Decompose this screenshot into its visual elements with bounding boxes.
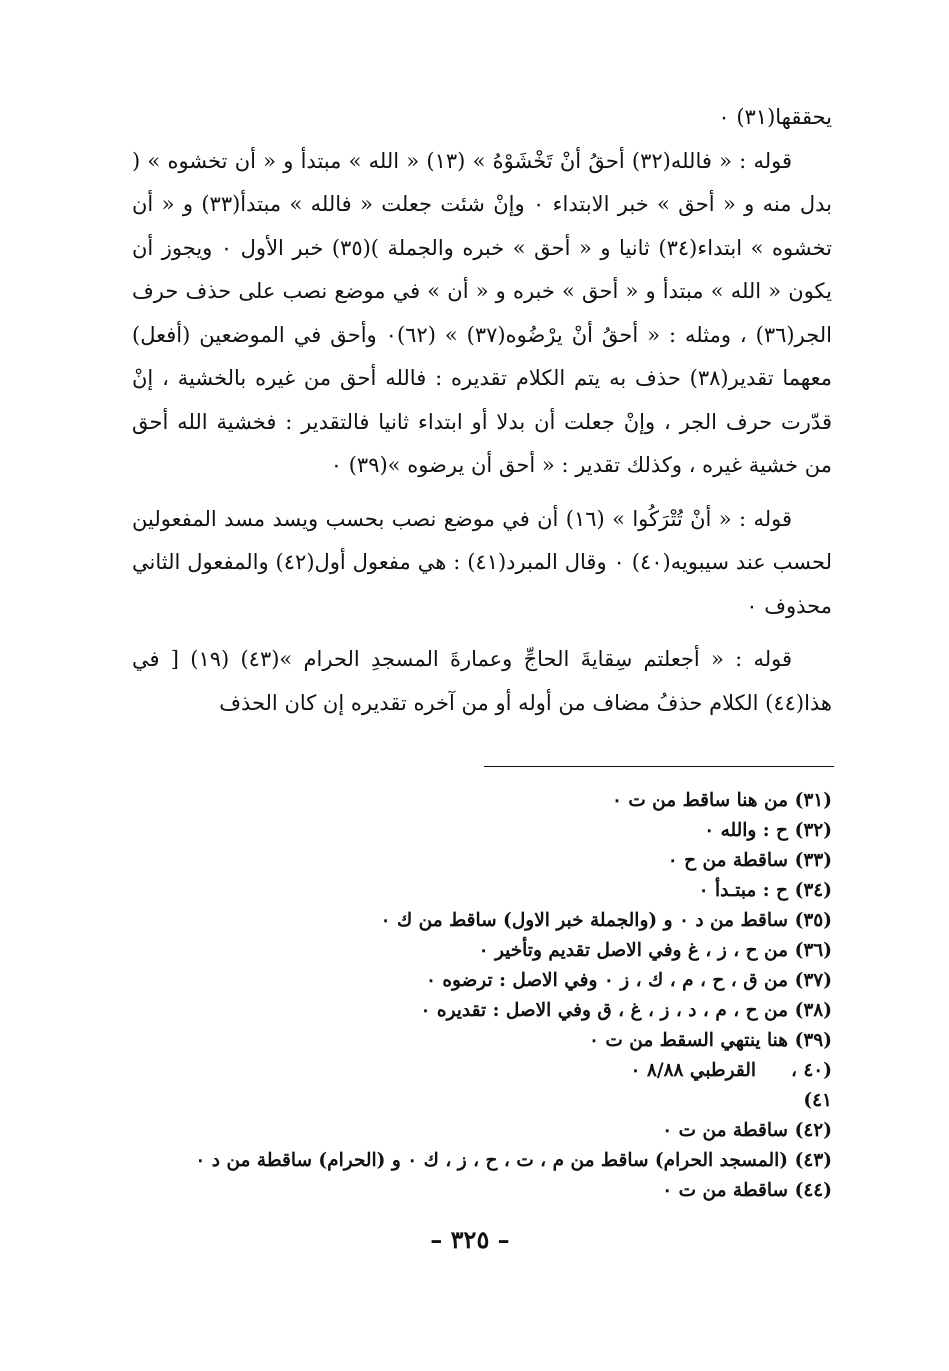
footnote-item <box>132 1026 832 1056</box>
footnote-text: هنا ينتهي السقط من ت ٠ <box>589 1030 788 1051</box>
main-text <box>132 96 832 725</box>
paragraph-continuation: يحققها(٣١) ٠ <box>718 105 832 129</box>
footnote-item <box>132 996 832 1026</box>
footnote-text: ح : مبتـدأ ٠ <box>698 880 788 901</box>
footnote-number: (٣٨) <box>794 1000 832 1021</box>
footnote-number: (٤٤) <box>794 1180 832 1201</box>
paragraph-siqayat-al-hajj: قوله : « أجعلتم سِقايةَ الحاجِّ وعمارةَ المسجدِ الحرام »(٤٣) (١٩) [ في هذا(٤٤) الكلام حذفُ مضاف من أوله أو من آخره تقديره إن كان الحذف <box>132 647 832 715</box>
footnote-text: من ق ، ح ، م ، ك ، ز ٠ وفي الاصل : ترضوه ٠ <box>425 970 788 991</box>
footnote-text: (المسجد الحرام) ساقط من م ، ت ، ح ، ز ، ك ٠ و (الحرام) ساقطة من د ٠ <box>195 1150 788 1171</box>
footnote-number: (٣٥) <box>794 910 832 931</box>
footnote-number: (٣٧) <box>794 970 832 991</box>
footnote-item <box>132 846 832 876</box>
paragraph-allah-ahaqq: قوله : « فالله(٣٢) أحقُ أنْ تَخْشَوْهُ » (١٣) « الله » مبتدأ و « أن تخشوه » ( بدل منه و « أحق » خبر الابتداء ٠ وإنْ شئت جعلت « فالله » مبتدأ(٣٣) و « أن تخشوه » ابتداء(٣٤) ثانيا و « أحق » خبره والجملة )(٣٥) خبر الأول ٠ ويجوز أن يكون « الله » مبتدأ و « أحق » خبره و « أن » في موضع نصب على حذف حرف الجر(٣٦) ، ومثله : « أحقُ أنْ يرْضُوه(٣٧) » (٦٢)٠ وأحق في الموضعين (أفعل) معهما تقدير(٣٨) حذف به يتم الكلام تقديره : فالله أحق من غيره بالخشية ، إنْ قدّرت حرف الجر ، وإنْ جعلت أن بدلا أو ابتداء ثانيا فالتقدير : فخشية الله أحق من خشية غيره ، وكذلك تقدير : « أحق أن يرضوه »(٣٩) ٠ <box>132 148 833 477</box>
footnote-item <box>132 1116 832 1146</box>
footnote-item <box>132 966 832 996</box>
footnote-text: القرطبي ٨/٨٨ ٠ <box>630 1060 756 1081</box>
footnote-item <box>132 936 832 966</box>
footnote-item <box>132 1146 832 1176</box>
footnote-item <box>132 906 832 936</box>
footnote-text: من هنا ساقط من ت ٠ <box>611 790 788 811</box>
footnote-text: ساقطة من ت ٠ <box>662 1120 788 1141</box>
footnote-text: من ح ، ز ، غ وفي الاصل تقديم وتأخير ٠ <box>478 940 788 961</box>
footnote-number: (٣٢) <box>794 820 832 841</box>
footnote-number: (٣٩) <box>794 1030 832 1051</box>
footnote-item <box>132 816 832 846</box>
footnote-text: ساقط من د ٠ و (والجملة خبر الاول) ساقط من ك ٠ <box>380 910 788 931</box>
footnote-text: ساقطة من ح ٠ <box>667 850 788 871</box>
footnote-number: (٣٣) <box>794 850 832 871</box>
footnote-number: (٣٦) <box>794 940 832 961</box>
footnote-divider <box>484 766 834 767</box>
footnote-number: (٣١) <box>794 790 832 811</box>
footnote-text: ساقطة من ت ٠ <box>662 1180 788 1201</box>
footnote-number: (٤٢) <box>794 1120 832 1141</box>
footnote-number: (٤٠ ، ٤١) <box>790 1060 832 1111</box>
footnote-number: (٤٣) <box>794 1150 832 1171</box>
footnote-number: (٣٤) <box>794 880 832 901</box>
footnote-item <box>132 1176 832 1206</box>
page-number: – ٣٢٥ – <box>430 1225 510 1254</box>
footnote-item <box>132 1056 832 1116</box>
footnote-text: ح : والله ٠ <box>704 820 788 841</box>
footnote-text: من ح ، م ، د ، ز ، غ ، ق وفي الاصل : تقديره ٠ <box>420 1000 788 1021</box>
footnotes <box>132 786 832 1206</box>
paragraph-an-tutraku: قوله : « أنْ تُتْرَكُوا » (١٦) أن في موضع نصب بحسب ويسد مسد المفعولين لحسب عند سيبويه(٤٠) ٠ وقال المبرد(٤١) : هي مفعول أول(٤٢) والمفعول الثاني محذوف ٠ <box>132 506 832 618</box>
footnote-item <box>132 876 832 906</box>
footnote-item <box>132 786 832 816</box>
